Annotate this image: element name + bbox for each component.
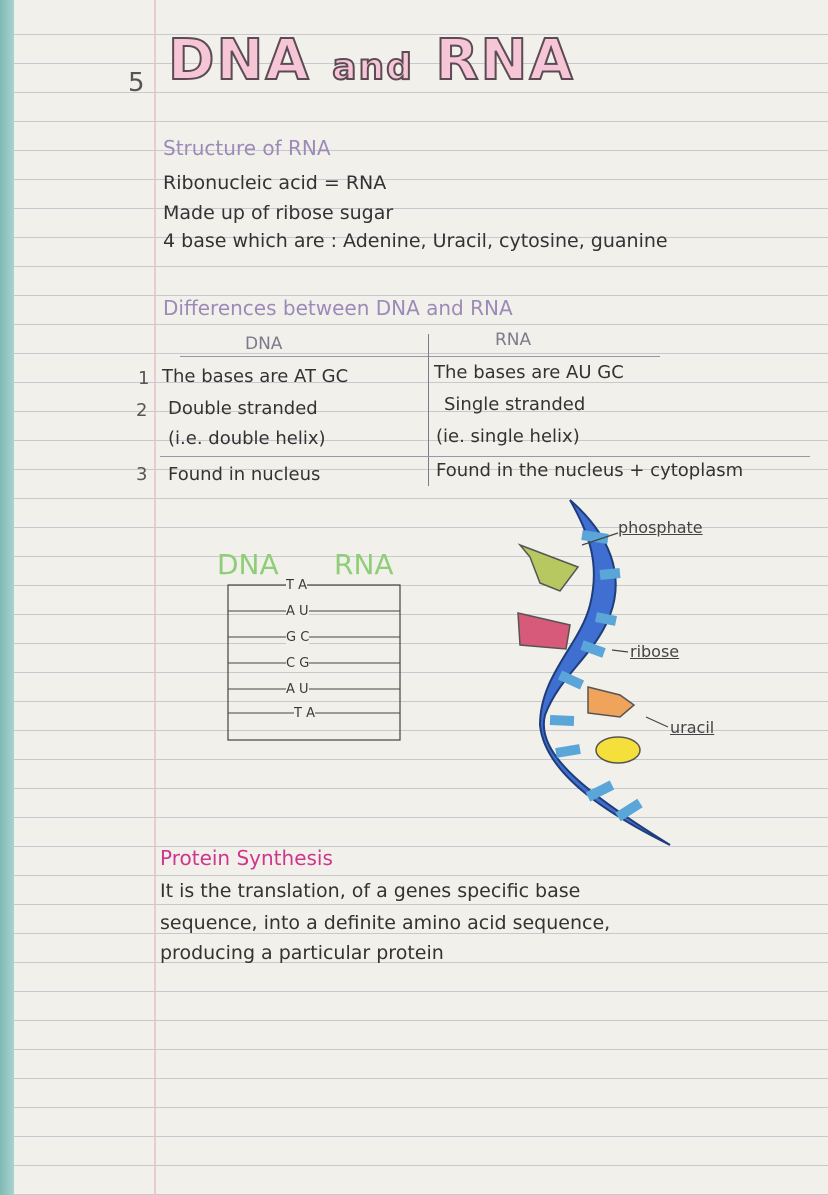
row-rna: The bases are AU GC [434, 362, 624, 383]
table-divider [428, 334, 429, 486]
col-rna-header: RNA [495, 330, 532, 350]
protein-heading: Protein Synthesis [160, 846, 333, 870]
base-pair: A U [286, 604, 309, 619]
page-title [168, 28, 575, 93]
pairing-rna-label: RNA [334, 548, 394, 581]
row-rna: Found in the nucleus + cytoplasm [436, 460, 744, 481]
base-pair: A U [286, 682, 309, 697]
base-pair-ladder [220, 575, 410, 745]
structure-line-1: Ribonucleic acid = RNA [163, 172, 387, 194]
base-pair: T A [286, 578, 307, 593]
row-num: 2 [136, 400, 148, 421]
protein-line-2: sequence, into a definite amino acid sequence, [160, 912, 611, 934]
col-dna-header: DNA [245, 334, 283, 354]
page-number: 5 [128, 68, 145, 98]
title-rna: RNA [435, 28, 575, 93]
differences-heading: Differences between DNA and RNA [163, 296, 513, 320]
pairing-dna-label: DNA [217, 548, 279, 581]
uracil-label: uracil [670, 718, 715, 737]
notebook-spine [0, 0, 14, 1195]
title-dna: DNA [168, 28, 311, 93]
base-pair: G C [286, 630, 310, 645]
structure-line-3: 4 base which are : Adenine, Uracil, cytosine, guanine [163, 230, 668, 252]
base-pair: C G [286, 656, 310, 671]
structure-heading: Structure of RNA [163, 136, 331, 160]
row-rna: Single stranded [444, 394, 586, 415]
table-header-rule [180, 356, 660, 357]
margin-line [154, 0, 156, 1195]
table-row-rule [160, 456, 810, 457]
base-pair: T A [294, 706, 315, 721]
protein-line-3: producing a particular protein [160, 942, 444, 964]
protein-line-1: It is the translation, of a genes specific base [160, 880, 581, 902]
row-dna: (i.e. double helix) [168, 428, 326, 449]
title-and: and [332, 47, 414, 88]
row-num: 3 [136, 464, 148, 485]
row-rna: (ie. single helix) [436, 426, 580, 447]
row-num: 1 [138, 368, 150, 389]
phosphate-label: phosphate [618, 518, 703, 537]
row-dna: The bases are AT GC [162, 366, 349, 387]
rna-strand-diagram [500, 495, 730, 855]
ribose-label: ribose [630, 642, 680, 661]
row-dna: Double stranded [168, 398, 318, 419]
row-dna: Found in nucleus [168, 464, 321, 485]
structure-line-2: Made up of ribose sugar [163, 202, 394, 224]
